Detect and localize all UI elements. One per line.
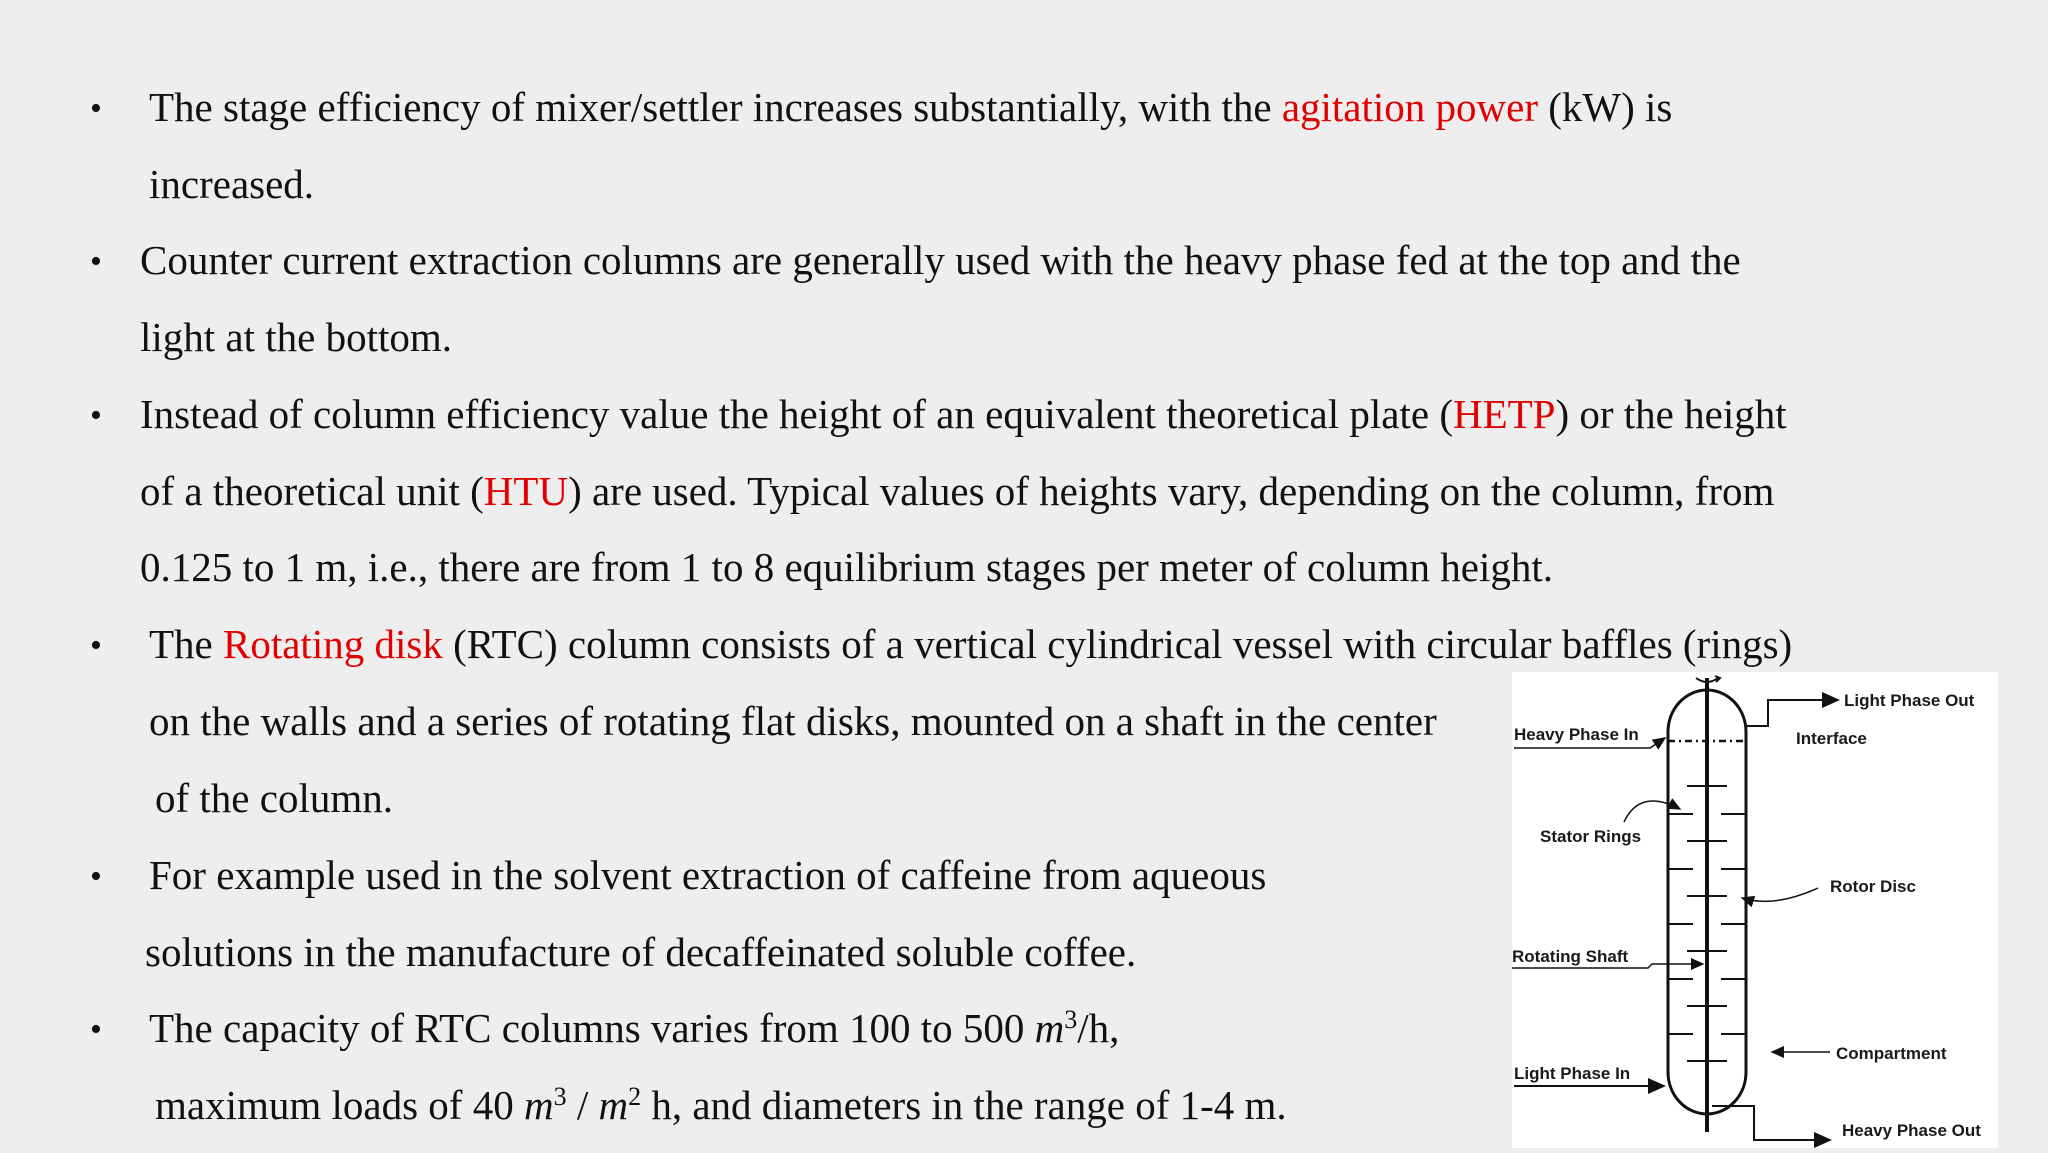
- bullet-3-line-3: 0.125 to 1 m, i.e., there are from 1 to 8 equilibrium stages per meter of column height.: [140, 544, 1553, 590]
- bullet-5: •: [90, 858, 102, 895]
- bullet-5-line-1: For example used in the solvent extraction of caffeine from aqueous: [149, 852, 1267, 898]
- bullet-5-line-2: solutions in the manufacture of decaffeinated soluble coffee.: [145, 929, 1137, 975]
- bullet-4: •: [90, 627, 102, 664]
- bullet-3-line-1: Instead of column efficiency value the height of an equivalent theoretical plate (HETP) or the height: [140, 391, 1787, 437]
- label-stator-rings: Stator Rings: [1540, 827, 1642, 846]
- highlight-htu: HTU: [483, 468, 569, 514]
- label-rotor-disc: Rotor Disc: [1830, 877, 1916, 896]
- bullet-4-line-3: of the column.: [155, 775, 393, 821]
- bullet-4-line-2: on the walls and a series of rotating flat disks, mounted on a shaft in the center: [149, 698, 1437, 744]
- bullet-1-line-2: increased.: [149, 161, 315, 207]
- label-heavy-phase-out: Heavy Phase Out: [1842, 1121, 1981, 1140]
- bullet-3-line-2: of a theoretical unit (HTU) are used. Typical values of heights vary, depending on the column, from: [140, 468, 1775, 514]
- bullet-1-line-1: The stage efficiency of mixer/settler increases substantially, with the agitation power (kW) is: [149, 84, 1673, 130]
- bullet-2-line-1: Counter current extraction columns are generally used with the heavy phase fed at the top and the: [140, 237, 1741, 283]
- bullet-6: •: [90, 1011, 102, 1048]
- bullet-1: •: [90, 90, 102, 127]
- label-heavy-phase-in: Heavy Phase In: [1514, 725, 1639, 744]
- label-light-phase-out: Light Phase Out: [1844, 691, 1975, 710]
- highlight-rotating-disk: Rotating disk: [223, 621, 443, 667]
- label-compartment: Compartment: [1836, 1044, 1947, 1063]
- bullet-2-line-2: light at the bottom.: [140, 314, 453, 360]
- rotating-disk-column-diagram: [1512, 672, 1998, 1148]
- bullet-6-line-2: maximum loads of 40 $m^3 / m^2$ h, and diameters in the range of 1-4 m.: [155, 1082, 1287, 1128]
- bullet-2: •: [90, 243, 102, 280]
- bullet-3: •: [90, 397, 102, 434]
- label-interface: Interface: [1796, 729, 1867, 748]
- bullet-6-line-1: The capacity of RTC columns varies from 100 to 500 $m^3/h$,: [149, 1005, 1120, 1051]
- highlight-agitation-power: agitation power: [1281, 84, 1538, 130]
- bullet-4-line-1: The Rotating disk (RTC) column consists of a vertical cylindrical vessel with circular baffles (rings): [149, 621, 1793, 667]
- label-light-phase-in: Light Phase In: [1514, 1064, 1631, 1083]
- label-rotating-shaft: Rotating Shaft: [1512, 947, 1629, 966]
- highlight-hetp: HETP: [1452, 391, 1556, 437]
